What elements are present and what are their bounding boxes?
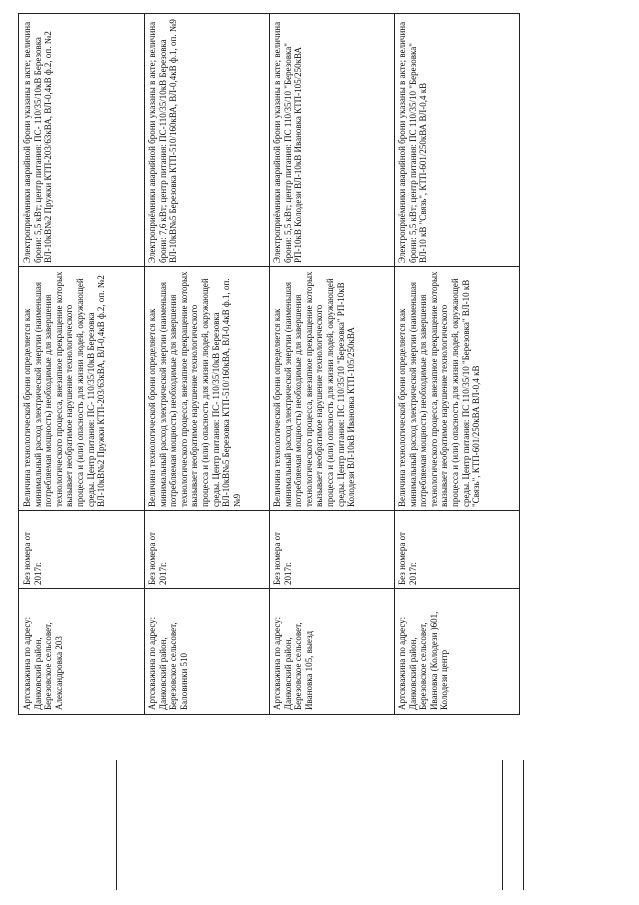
cell-document: Без номера от 2017г. [272,532,293,585]
cell-emergency-reserve: Электроприёмники аварийной брони указаны в акте; величина брони: 5,5 кВт; центр питания: ПС 110/35/10 "Березовка" РП-10кВ Колодези ВЛ-10кВ Ивановка КТП-105/250кВА [272,21,304,263]
cell-document: Без номера от 2017г. [397,532,418,585]
cell-address: Артскважина по адресу: Данковский район, Березовское сельсовет, Баловинки 510 [147,616,189,710]
rule-line [116,760,117,890]
cell-emergency-reserve: Электроприёмники аварийной брони указаны в акте; величина брони: 7,6 кВт; центр питания: ПС-110/35/10кВ Березовка ВЛ-10кВ№5 Березовка КТП-510/160кВА, ВЛ-0,4кВ ф.1, оп. №9 [147,19,179,263]
cell-tech-reserve: Величина технологической брони определяется как минимальный расход электрической энергии (наименьшая потребляемая мощность) необходимые для завершения технологического процесса, внезапное прекращение которых вызывает необратимое нарушение технологического процесса и (или) опасность для жизни людей, окружающей среды. Центр питания: ПС- 110/35/10кВ Березовка ВЛ-10кВ№5 Березовка КТП-510/160кВА, ВЛ-0,4кВ ф.1, оп. №9 [147,271,242,507]
reserve-table [18,13,520,715]
cell-address: Артскважина по адресу: Данковский район, Березовское сельсовет, Ивановка (Колодези )601, Колодези центр [397,611,450,710]
cell-address: Артскважина по адресу: Данковский район, Березовское сельсовет, Ивановка 105, выезд [272,616,314,710]
cell-document: Без номера от 2017г. [22,532,43,585]
cell-tech-reserve: Величина технологической брони определяется как минимальный расход электрической энергии (наименьшая потребляемая мощность) необходимые для завершения технологического процесса, внезапное прекращение которых вызывает необратимое нарушение технологического процесса и (или) опасность для жизни людей, окружающей среды. Центр питания: ПС 110/35/10 "Березовка" ВЛ-10 кВ "Связь", КТП-601/250кВА ВЛ-0,4 кВ [397,271,482,507]
rule-line [523,760,524,890]
cell-tech-reserve: Величина технологической брони определяется как минимальный расход электрической энергии (наименьшая потребляемая мощность) необходимые для завершения технологического процесса, внезапное прекращение которых вызывает необратимое нарушение технологического процесса и (или) опасность для жизни людей, окружающей среды. Центр питания: ПС- 110/35/10кВ Березовка ВЛ-10кВ№2 Пружки КТП-203/63кВА, ВЛ-0,4кВ ф.2, оп. №2 [22,271,107,507]
cell-document: Без номера от 2017г. [147,532,168,585]
rule-line [502,760,503,890]
cell-emergency-reserve: Электроприёмники аварийной брони указаны в акте; величина брони: 5,5 кВт; центр питания: ПС- 110/35/10кВ Березовка ВЛ-10кВ№2 Пружки КТП-203/63кВА, ВЛ-0,4кВ ф.2, оп. №2 [22,21,54,263]
cell-tech-reserve: Величина технологической брони определяется как минимальный расход электрической энергии (наименьшая потребляемая мощность) необходимые для завершения технологического процесса, внезапное прекращение которых вызывает необратимое нарушение технологического процесса и (или) опасность для жизни людей, окружающей среды. Центр питания: ПС 110/35/10 "Березовка" РП-10кВ Колодези ВЛ-10кВ Ивановка КТП-105/250кВА [272,271,357,507]
cell-address: Артскважина по адресу: Данковский район, Березовское сельсовет, Александровка 203 [22,616,64,710]
cell-emergency-reserve: Электроприёмники аварийной брони указаны в акте; величина брони: 5,5 кВт; центр питания: ПС 110/35/10 "Березовка" ВЛ-10 кВ "Связь", КТП-601/250кВА ВЛ-0,4 кВ [397,21,429,263]
